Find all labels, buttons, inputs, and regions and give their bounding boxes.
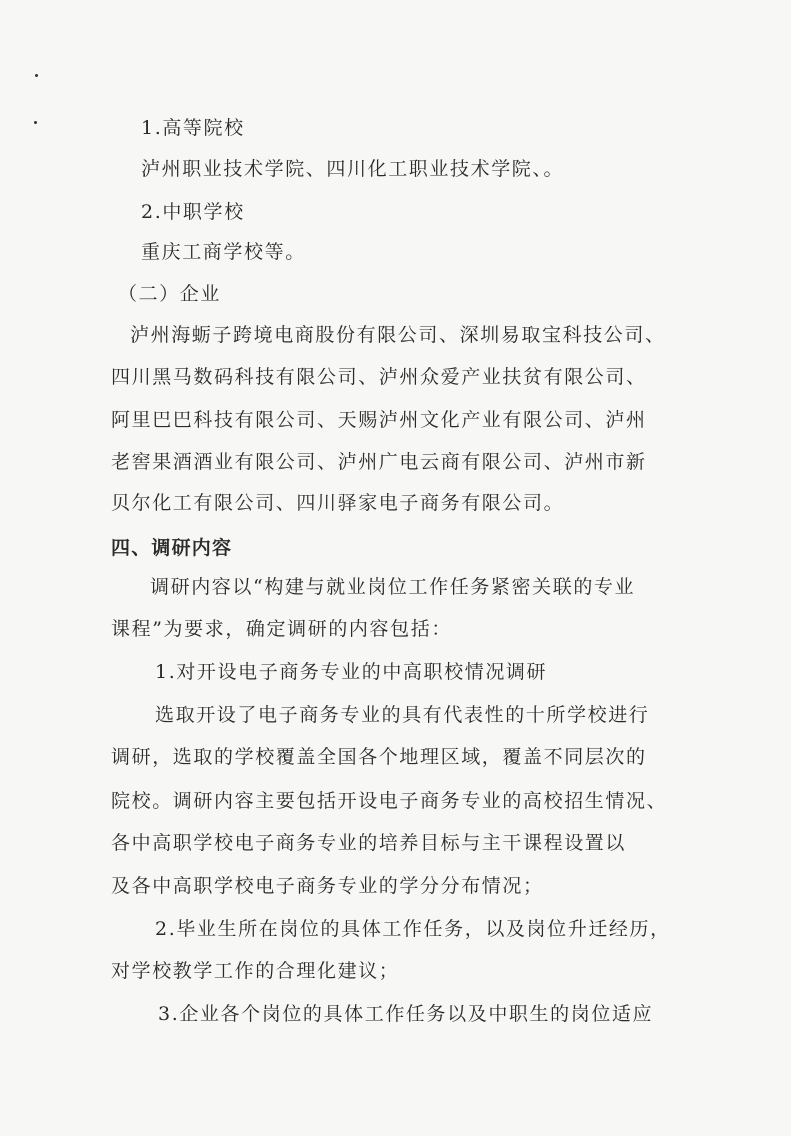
paragraph-line: 泸州职业技术学院、四川化工职业技术学院、。: [141, 158, 565, 180]
paragraph-line: 院校。调研内容主要包括开设电子商务专业的高校招生情况、: [111, 790, 668, 812]
paragraph-line: 调研，选取的学校覆盖全国各个地理区域，覆盖不同层次的: [111, 746, 647, 768]
scan-speck: [34, 121, 37, 124]
subheading-vocational-school: 2.中职学校: [141, 201, 245, 223]
paragraph-line: 课程”为要求，确定调研的内容包括：: [111, 618, 452, 640]
paragraph-line: 阿里巴巴科技有限公司、天赐泸州文化产业有限公司、泸州: [111, 409, 647, 431]
paragraph-line: 泸州海蛎子跨境电商股份有限公司、深圳易取宝科技公司、: [130, 324, 666, 346]
subheading-higher-education: 1.高等院校: [141, 117, 245, 139]
paragraph-line: 各中高职学校电子商务专业的培养目标与主干课程设置以: [111, 832, 627, 854]
subheading-school-survey: 1.对开设电子商务专业的中高职校情况调研: [155, 661, 548, 683]
section-heading-enterprises: （二）企业: [118, 283, 222, 305]
paragraph-line: 对学校教学工作的合理化建议；: [111, 960, 400, 982]
paragraph-line: 选取开设了电子商务专业的具有代表性的十所学校进行: [155, 704, 650, 726]
paragraph-line: 贝尔化工有限公司、四川驿家电子商务有限公司。: [111, 492, 565, 514]
paragraph-line: 老窖果酒酒业有限公司、泸州广电云商有限公司、泸州市新: [111, 451, 647, 473]
paragraph-line: 调研内容以“构建与就业岗位工作任务紧密关联的专业: [150, 576, 636, 598]
paragraph-line: 重庆工商学校等。: [141, 241, 306, 263]
section-heading-research-content: 四、调研内容: [111, 537, 233, 559]
list-item-enterprise-positions: 3.企业各个岗位的具体工作任务以及中职生的岗位适应: [158, 1003, 654, 1025]
list-item-graduates: 2.毕业生所在岗位的具体工作任务，以及岗位升迁经历，: [155, 918, 671, 940]
paragraph-line: 及各中高职学校电子商务专业的学分分布情况；: [111, 875, 544, 897]
scan-speck: [35, 74, 38, 77]
paragraph-line: 四川黑马数码科技有限公司、泸州众爱产业扶贫有限公司、: [111, 366, 647, 388]
